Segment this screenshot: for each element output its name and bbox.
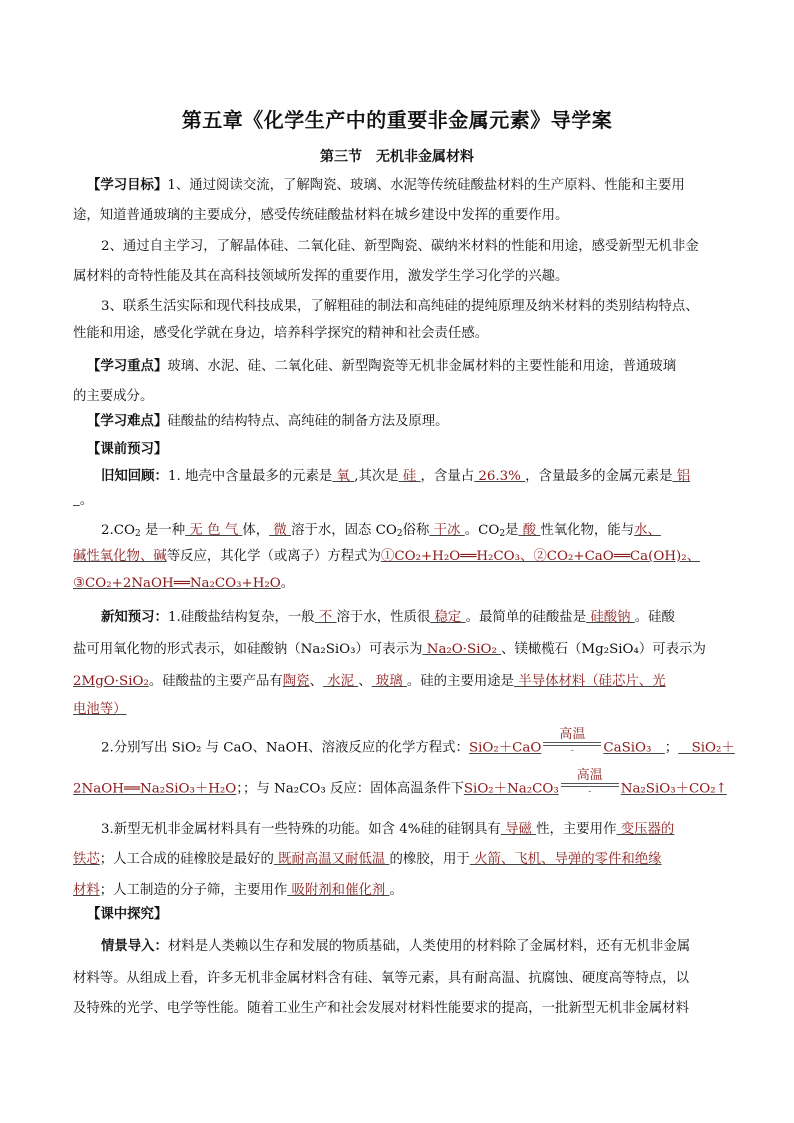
goals-line-4: 属材料的奇特性能及其在高科技领域所发挥的重要作用，激发学生学习化学的兴趣。 — [73, 269, 569, 284]
q3-text: 。 — [389, 883, 403, 898]
review-text: 溶于水，固态 CO — [291, 523, 397, 538]
q3-line-1 — [101, 820, 751, 840]
q2-text: 2.分别写出 SiO₂ 与 CaO、NaOH、溶液反应的化学方程式： — [101, 740, 469, 756]
new-text: 溶于水，性质很 — [336, 610, 431, 625]
answer-equation: Na₂SiO₃＋CO₂↑ — [620, 781, 727, 797]
new-text: 、 — [358, 674, 372, 689]
review-text: 是 — [505, 523, 519, 538]
intro-line-3: 及特殊的光学、电学等性能。随着工业生产和社会发展对材料性能要求的提高，一批新型无机非金属材料 — [73, 1001, 689, 1016]
key-text-1: 玻璃、水泥、硅、二氧化硅、新型陶瓷等无机非金属材料的主要性能和用途，普通玻璃 — [167, 359, 677, 374]
answer-blank: 硅酸钠 — [586, 610, 635, 625]
goals-line-6: 性能和用途，感受化学就在身边，培养科学探究的精神和社会责任感。 — [73, 326, 489, 341]
answer-blank: 稳定 — [430, 610, 466, 625]
q2-text: ；与 Na₂CO₃ 反应：固体高温条件下 — [243, 781, 464, 797]
answer-blank: 水泥 — [322, 674, 359, 689]
answer-blank: 无 色 气 — [185, 523, 243, 538]
answer-blank: 铁芯 — [73, 852, 100, 867]
new-line-3 — [73, 672, 723, 692]
goals-line-3: 2、通过自主学习，了解晶体硅、二氧化硅、新型陶瓷、碳纳米材料的性能和用途，感受新型无机非金 — [101, 239, 699, 254]
answer-blank: 既耐高温又耐低温 — [273, 852, 390, 867]
answer-equation: ①CO₂+H₂O══H₂CO₃、②CO₂+CaO══Ca(OH)₂、 — [380, 549, 700, 564]
q3-text: ；人工合成的硅橡胶是最好的 — [99, 852, 274, 867]
answer-blank: 吸附剂和催化剂 — [287, 883, 390, 898]
goals-text-1: 1、通过阅读交流，了解陶瓷、玻璃、水泥等传统硅酸盐材料的生产原料、性能和主要用 — [167, 178, 685, 193]
review-text: 是一种 — [140, 523, 186, 538]
review-text: 。 — [280, 576, 295, 591]
review-text: 。CO — [464, 523, 500, 538]
review-text: 等反应，其化学（或离子）方程式为 — [166, 549, 381, 564]
difficulty-label: 【学习难点】 — [87, 414, 168, 429]
co2-line-2 — [73, 547, 723, 567]
answer-blank: 电池等） — [73, 702, 127, 717]
co2-line-3 — [73, 574, 723, 594]
answer-equation: ③CO₂+2NaOH══Na₂CO₃+H₂O — [73, 576, 281, 591]
review-text: 俗称 — [402, 523, 430, 538]
new-label: 新知预习： — [101, 610, 168, 625]
q3-text: ；人工制造的分子筛，主要用作 — [99, 883, 288, 898]
answer-blank: 氧 — [332, 469, 355, 484]
new-text: 、 — [309, 674, 323, 689]
intro-text-1: 材料是人类赖以生存和发展的物质基础，人类使用的材料除了金属材料，还有无机非金属 — [167, 939, 691, 954]
q2-line-2 — [73, 768, 727, 803]
new-text: 。最简单的硅酸盐是 — [465, 610, 587, 625]
goals-line-1 — [87, 176, 737, 196]
answer-blank: Na₂O·SiO₂ — [422, 642, 502, 657]
review-text: 体， — [242, 523, 270, 538]
new-text: 。硅酸 — [634, 610, 675, 625]
answer-equation: 2NaOH══Na₂SiO₃＋H₂O — [73, 781, 237, 797]
answer-blank: 半导体材料（硅芯片、光 — [514, 674, 666, 689]
condition-label: 高温 — [576, 768, 603, 783]
answer-blank: 微 — [269, 523, 292, 538]
intro-line-2: 材料等。从组成上看，许多无机非金属材料含有硅、氧等元素，具有耐高温、抗腐蚀、硬度高等特点，以 — [73, 971, 689, 986]
answer-blank: 变压器的 — [616, 822, 675, 837]
q3-text: 3.新型无机非金属材料具有一些特殊的功能。如含 4%硅的硅钢具有 — [101, 822, 501, 837]
reaction-condition: 高温 - — [543, 728, 601, 756]
answer-blank: 导磁 — [500, 822, 537, 837]
answer-blank: 26.3% — [474, 469, 526, 484]
goals-label: 【学习目标】 — [87, 178, 168, 193]
new-text: 、镁橄榄石（Mg₂SiO₄）可表示为 — [501, 642, 706, 657]
key-line-2: 的主要成分。 — [73, 389, 154, 404]
section-subtitle: 第三节 无机非金属材料 — [320, 149, 474, 165]
intro-label: 情景导入： — [101, 939, 168, 954]
key-label: 【学习重点】 — [87, 359, 168, 374]
review-text: 。 — [79, 493, 94, 508]
explore-heading: 【课中探究】 — [87, 907, 168, 922]
review-text: ，含量最多的金属元素是 — [525, 469, 673, 484]
q2-text: ； — [236, 781, 243, 797]
answer-equation: SiO₂＋Na₂CO₃ — [463, 781, 559, 797]
co2-line-1: $2.CO_2$ 是一种 无 色 气 体， 微 溶于水，固态 $CO_2$俗称 干冰 。$CO_2$是 酸 性氧化物，能与水、 — [101, 523, 661, 539]
new-line-4 — [73, 700, 723, 720]
review-text: 2.CO — [101, 523, 135, 538]
answer-blank: 铝 — [672, 469, 691, 484]
new-line-2 — [73, 640, 723, 660]
answer-blank: 酸 — [518, 523, 541, 538]
answer-blank: 硅 — [398, 469, 421, 484]
new-text: 盐可用氧化物的形式表示，如硅酸钠（Na₂SiO₃）可表示为 — [73, 642, 423, 657]
answer-blank: 不 — [314, 610, 337, 625]
answer-equation: SiO₂＋ — [691, 740, 735, 756]
condition-label: 高温 — [559, 727, 586, 742]
answer-blank: 水、 — [634, 523, 661, 538]
q3-text: 的橡胶，用于 — [389, 852, 470, 867]
answer-blank: 干冰 — [429, 523, 465, 538]
reaction-condition: 高温 - — [561, 769, 619, 797]
difficulty-text: 硅酸盐的结构特点、高纯硅的制备方法及原理。 — [167, 414, 449, 429]
new-text: 。硅的主要用途是 — [406, 674, 515, 689]
review-text: 性氧化物，能与 — [540, 523, 635, 538]
review-text: ,其次是 — [354, 469, 399, 484]
new-text: 。硅酸盐的主要产品有 — [148, 674, 283, 689]
answer-equation: CaSiO₃ — [603, 740, 652, 756]
review-label: 旧知回顾： — [101, 469, 168, 484]
answer-blank: 火箭、飞机、导弹的零件和绝缘 — [469, 852, 662, 867]
answer-blank: 陶瓷 — [282, 674, 310, 689]
review-line-1 — [101, 467, 751, 487]
q3-text: 性，主要用作 — [536, 822, 617, 837]
review-text: 1. 地壳中含量最多的元素是 — [167, 469, 333, 484]
answer-blank: 材料 — [73, 883, 100, 898]
new-line-1 — [101, 608, 751, 628]
difficulty-line — [87, 412, 737, 432]
review-text: ，含量占 — [420, 469, 475, 484]
goals-line-2: 途，知道普通玻璃的主要成分，感受传统硅酸盐材料在城乡建设中发挥的重要作用。 — [73, 208, 569, 223]
goals-line-5: 3、联系生活实际和现代科技成果，了解粗硅的制法和高纯硅的提纯原理及纳米材料的类别结构特点、 — [101, 299, 699, 314]
answer-blank: 碱性氧化物、碱 — [73, 549, 167, 564]
new-text: 1.硅酸盐结构复杂，一般 — [167, 610, 315, 625]
intro-line-1 — [101, 937, 751, 957]
answer-blank: 玻璃 — [371, 674, 407, 689]
q3-line-3 — [73, 881, 723, 901]
q2-text: ； — [664, 740, 679, 756]
document-title: 第五章《化学生产中的重要非金属元素》导学案 — [181, 108, 613, 132]
q3-line-2 — [73, 850, 723, 870]
answer-equation: SiO₂＋CaO — [468, 740, 542, 756]
q2-line-1 — [101, 727, 751, 762]
key-line-1 — [87, 357, 737, 377]
answer-blank: 2MgO·SiO₂ — [73, 674, 149, 689]
review-line-2 — [73, 491, 723, 511]
preview-heading: 【课前预习】 — [87, 442, 168, 457]
